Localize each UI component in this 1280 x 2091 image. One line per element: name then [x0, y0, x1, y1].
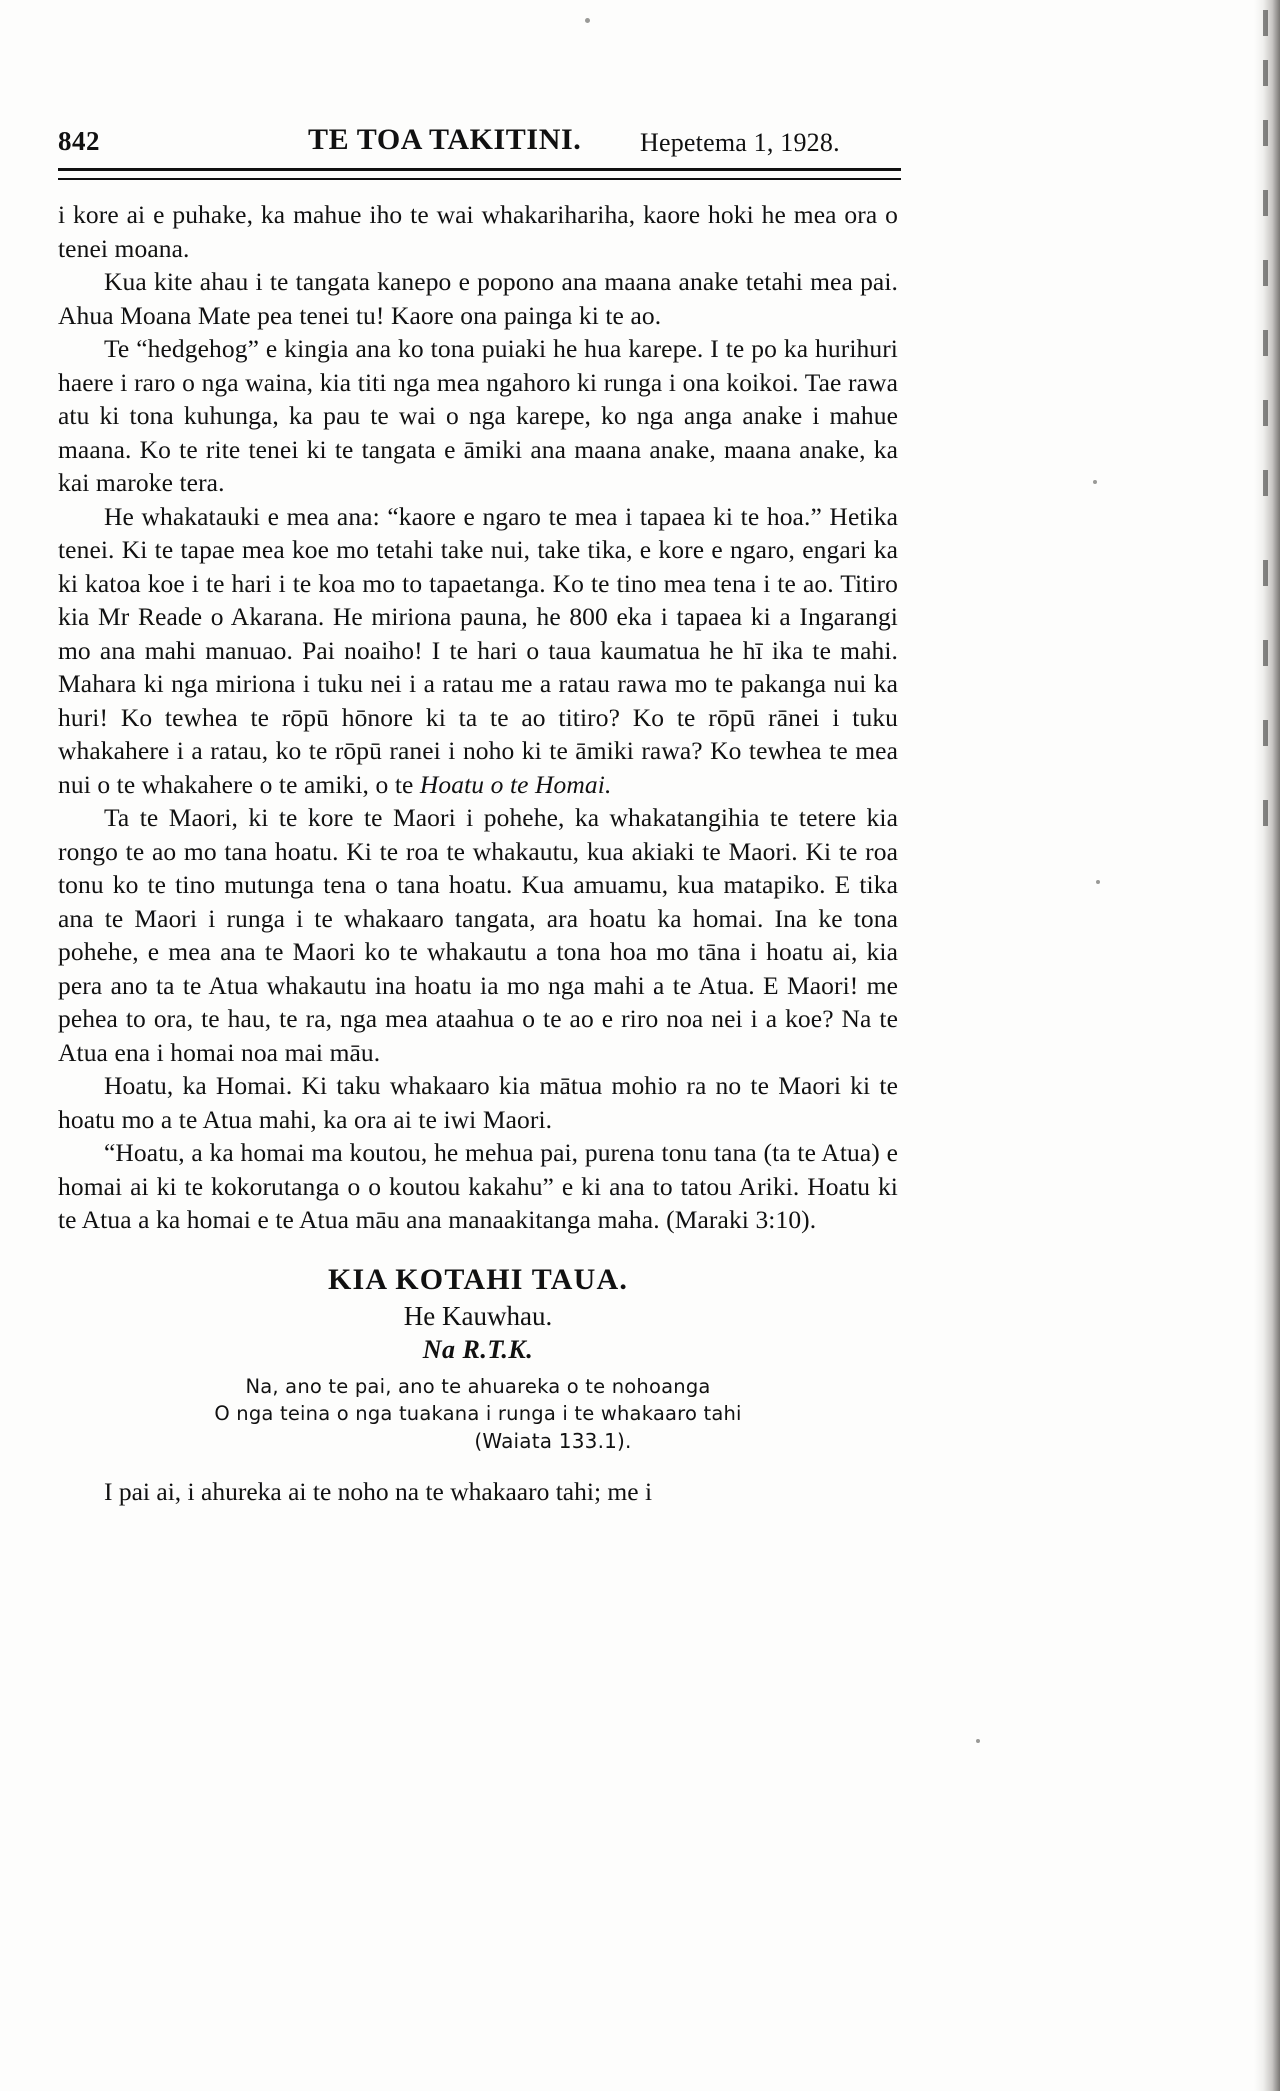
paragraph: Te “hedgehog” e kingia ana ko tona puiaki he hua karepe. I te po ka hurihuri haere i raro o nga waina, kia titi nga mea ngahoro ki runga i ona koikoi. Tae rawa atu ki tona kuhunga, ka pau te wai o nga karepe, ko nga anga anake i mahue maana. Ko te rite tenei ki te tangata e āmiki ana maana anake, maana anake, ka kai maroke tera. [58, 334, 898, 497]
running-title: TE TOA TAKITINI. [308, 123, 582, 156]
section-author: Na R.T.K. [422, 1334, 534, 1364]
paragraph-text: He whakatauki e mea ana: “kaore e ngaro te mea i tapaea ki te hoa.” Hetika tenei. Ki te tapae mea koe mo tetahi take nui, take tika, e kore e ngaro, engari ka ki katoa koe i te hari i te koa mo to tapaetanga. Ko te tino mea tena i te ao. Titiro kia Mr Reade o Akarana. He miriona pauna, he 800 eka i tapaea ki a Ingarangi mo ana mahi manuao. Pai noaiho! I te hari o taua kaumatua he hī ika te mahi. Mahara ki nga miriona i tuku nei i a ratau me a ratau rawa mo te pakanga nui ka huri! Ko tewhea te rōpū hōnore ki ta te ao titiro? Ko te rōpū rānei i tuku whakahere i a ratau, ko te rōpū ranei i noho ki te āmiki rawa? Ko tewhea te mea nui o te whakahere o te amiki, o te [58, 501, 898, 799]
section-subtitle: He Kauwhau. [403, 1300, 553, 1331]
section-title: KIA KOTAHI TAUA. [327, 1262, 629, 1296]
article-body [58, 198, 898, 1237]
paragraph: i kore ai e puhake, ka mahue iho te wai whakarihariha, kaore hoki he mea ora o tenei moana. [58, 200, 898, 263]
page-header [58, 120, 1098, 172]
epigraph-reference: (Waiata 133.1). [474, 1428, 632, 1453]
italic-phrase: Hoatu o te Homai. [419, 769, 612, 799]
epigraph-line-2: O nga teina o nga tuakana i runga i te whakaaro tahi [214, 1401, 742, 1425]
section-first-paragraph: I pai ai, i ahureka ai te noho na te whakaaro tahi; me i [104, 1476, 653, 1506]
paragraph: “Hoatu, a ka homai ma koutou, he mehua pai, purena tonu tana (ta te Atua) e homai ai ki te kokorutanga o o koutou kakahu” e ki ana to tatou Ariki. Hoatu ki te Atua a ka homai e te Atua māu ana manaakitanga maha. (Maraki 3:10). [58, 1138, 898, 1234]
scan-speck [976, 1739, 980, 1743]
scan-speck [585, 18, 590, 23]
scan-edge-marks [1258, 0, 1268, 2091]
issue-date: Hepetema 1, 1928. [640, 128, 840, 157]
paragraph [58, 500, 898, 802]
paragraph: Ta te Maori, ki te kore te Maori i pohehe, ka whakatangihia te tetere kia rongo te ao mo tana hoatu. Ki te roa te whakautu, kua akiaki te Maori. Ki te roa tonu ko te tino mutunga tena o tana hoatu. Kua amuamu, kua matapiko. E tika ana te Maori i runga i te whakaaro tangata, ara hoatu ka homai. Ina ke tona pohehe, e mea ana te Maori ko te whakautu a tona hoa mo tāna i hoatu ai, kia pera ano ta te Atua whakautu ina hoatu ia mo nga mahi a te Atua. E Maori! me pehea to ora, te hau, te ra, nga mea ataahua o te ao e riro noa nei i a koe? Na te Atua ena i homai noa mai māu. [58, 803, 898, 1067]
page-number: 842 [58, 126, 100, 156]
paragraph: Kua kite ahau i te tangata kanepo e popono ana maana anake tetahi mea pai. Ahua Moana Mate pea tenei tu! Kaore ona painga ki te ao. [58, 267, 898, 330]
paragraph: Hoatu, ka Homai. Ki taku whakaaro kia mātua mohio ra no te Maori ki te hoatu mo a te Atua mahi, ka ora ai te iwi Maori. [58, 1071, 898, 1134]
epigraph-line-1: Na, ano te pai, ano te ahuareka o te nohoanga [245, 1374, 711, 1398]
section-heading-block [58, 1263, 898, 1453]
header-rule [58, 168, 901, 180]
page-content [58, 120, 1098, 1508]
